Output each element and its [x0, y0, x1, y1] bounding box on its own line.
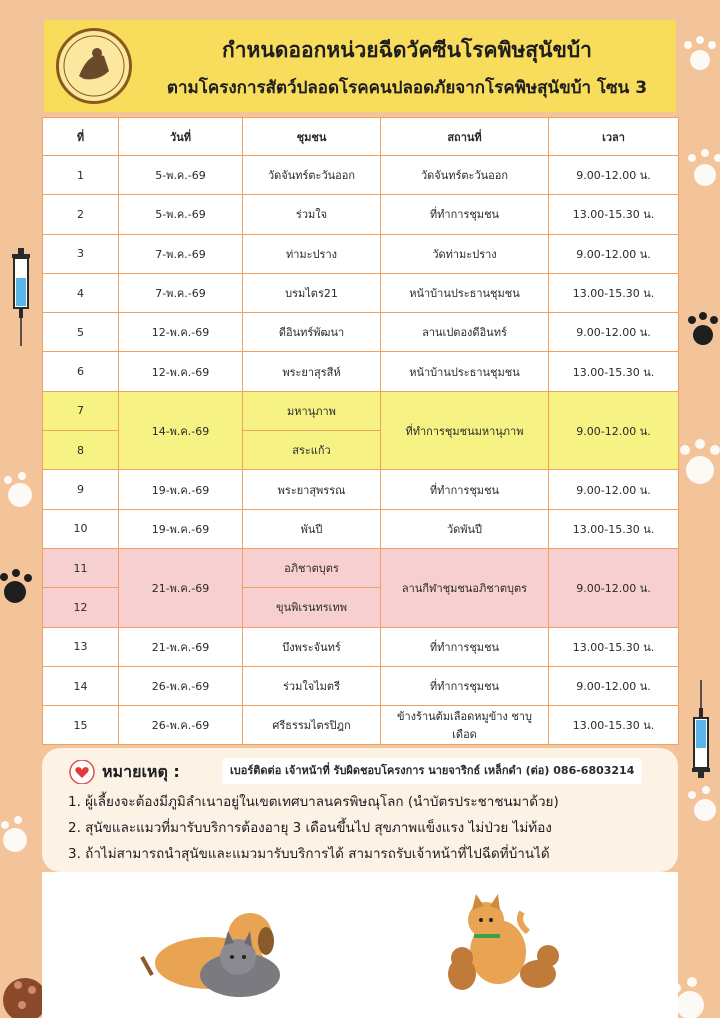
cell-no: 7 [43, 391, 119, 430]
cell-time: 13.00-15.30 น. [549, 627, 679, 666]
table-row [43, 627, 679, 666]
cell-no: 13 [43, 627, 119, 666]
heart-icon [68, 760, 96, 784]
cell-date: 21-พ.ค.-69 [119, 548, 243, 627]
cell-date: 14-พ.ค.-69 [119, 391, 243, 470]
cell-time: 13.00-15.30 น. [549, 352, 679, 391]
cell-community: อภิชาตบุตร [243, 548, 381, 587]
cell-no: 4 [43, 273, 119, 312]
syringe-icon [688, 680, 714, 780]
table-row [43, 509, 679, 548]
cell-no: 3 [43, 234, 119, 273]
table-row [43, 273, 679, 312]
cell-no: 12 [43, 588, 119, 627]
cell-place: วัดพันปี [381, 509, 549, 548]
cell-time: 13.00-15.30 น. [549, 509, 679, 548]
contact-info: เบอร์ติดต่อ เจ้าหน้าที่ รับผิดชอบโครงการ นายจาริกธ์ เหล็กดำ (ต่อ) 086-6803214 [222, 758, 642, 784]
cell-time: 9.00-12.00 น. [549, 313, 679, 352]
cell-time: 13.00-15.30 น. [549, 273, 679, 312]
cell-no: 2 [43, 195, 119, 234]
dogs-illustration [438, 892, 578, 1002]
cell-no: 5 [43, 313, 119, 352]
col-header-place: สถานที่ [381, 118, 549, 156]
cell-no: 6 [43, 352, 119, 391]
cell-community: มหานุภาพ [243, 391, 381, 430]
schedule-table [42, 117, 679, 745]
cell-place: ที่ทำการชุมชนมหานุภาพ [381, 391, 549, 470]
cell-time: 13.00-15.30 น. [549, 706, 679, 745]
page-title: กำหนดออกหน่วยฉีดวัคซีนโรคพิษสุนัขบ้า [222, 38, 592, 62]
cell-time: 13.00-15.30 น. [549, 195, 679, 234]
cell-community: ร่วมใจไมตรี [243, 666, 381, 705]
col-header-date: วันที่ [119, 118, 243, 156]
cell-place: ที่ทำการชุมชน [381, 470, 549, 509]
cell-time: 9.00-12.00 น. [549, 156, 679, 195]
cell-place: ที่ทำการชุมชน [381, 666, 549, 705]
cell-time: 9.00-12.00 น. [549, 391, 679, 470]
page-subtitle: ตามโครงการสัตว์ปลอดโรคคนปลอดภัยจากโรคพิษสุนัขบ้า โซน 3 [166, 78, 648, 98]
cell-place: ที่ทำการชุมชน [381, 627, 549, 666]
cell-no: 8 [43, 431, 119, 470]
cell-time: 9.00-12.00 น. [549, 234, 679, 273]
note-title: หมายเหตุ : [102, 762, 180, 781]
note-item: 3. ถ้าไม่สามารถนำสุนัขและแมวมารับบริการได้ สามารถรับเจ้าหน้าที่ไปฉีดที่บ้านได้ [68, 846, 550, 862]
cell-community: พระยาสุพรรณ [243, 470, 381, 509]
cell-time: 9.00-12.00 น. [549, 666, 679, 705]
cell-community: บึงพระจันทร์ [243, 627, 381, 666]
cell-date: 5-พ.ค.-69 [119, 195, 243, 234]
table-row [43, 706, 679, 745]
cell-place: วัดท่ามะปราง [381, 234, 549, 273]
cell-no: 15 [43, 706, 119, 745]
col-header-no: ที่ [43, 118, 119, 156]
table-row [43, 234, 679, 273]
table-row [43, 470, 679, 509]
cell-no: 9 [43, 470, 119, 509]
logo-emblem [56, 28, 132, 104]
cell-no: 11 [43, 548, 119, 587]
note-item: 1. ผู้เลี้ยงจะต้องมีภูมิลำเนาอยู่ในเขตเทศบาลนครพิษณุโลก (นำบัตรประชาชนมาด้วย) [68, 794, 559, 810]
cell-community: สระแก้ว [243, 431, 381, 470]
dog-cat-illustration [140, 905, 300, 1010]
cell-date: 26-พ.ค.-69 [119, 706, 243, 745]
table-row [43, 548, 679, 587]
table-row [43, 666, 679, 705]
cell-date: 12-พ.ค.-69 [119, 352, 243, 391]
note-item: 2. สุนัขและแมวที่มารับบริการต้องอายุ 3 เดือนขึ้นไป สุขภาพแข็งแรง ไม่ป่วย ไม่ท้อง [68, 820, 552, 836]
table-row [43, 313, 679, 352]
cell-place: หน้าบ้านประธานชุมชน [381, 273, 549, 312]
table-row [43, 352, 679, 391]
cell-place: วัดจันทร์ตะวันออก [381, 156, 549, 195]
cell-community: พันปี [243, 509, 381, 548]
bottom-illustration-area [42, 872, 678, 1018]
col-header-community: ชุมชน [243, 118, 381, 156]
cell-time: 9.00-12.00 น. [549, 470, 679, 509]
cell-no: 10 [43, 509, 119, 548]
cell-place: ที่ทำการชุมชน [381, 195, 549, 234]
cell-community: บรมไตร21 [243, 273, 381, 312]
cell-community: พระยาสุรสีห์ [243, 352, 381, 391]
cell-date: 7-พ.ค.-69 [119, 273, 243, 312]
table-row [43, 156, 679, 195]
header-banner [44, 20, 676, 112]
cell-date: 26-พ.ค.-69 [119, 666, 243, 705]
cell-time: 9.00-12.00 น. [549, 548, 679, 627]
cell-date: 5-พ.ค.-69 [119, 156, 243, 195]
table-header-row [43, 118, 679, 156]
cell-no: 14 [43, 666, 119, 705]
cell-date: 19-พ.ค.-69 [119, 470, 243, 509]
cell-date: 19-พ.ค.-69 [119, 509, 243, 548]
cell-community: ดีอินทร์พัฒนา [243, 313, 381, 352]
cell-place: ลานเปตองดีอินทร์ [381, 313, 549, 352]
cell-place: หน้าบ้านประธานชุมชน [381, 352, 549, 391]
table-row [43, 391, 679, 430]
table-row [43, 195, 679, 234]
cell-place: ลานกีฬาชุมชนอภิชาตบุตร [381, 548, 549, 627]
cell-community: วัดจันทร์ตะวันออก [243, 156, 381, 195]
cell-community: ท่ามะปราง [243, 234, 381, 273]
cell-place: ข้างร้านต้มเลือดหมูข้าง ชาบูเดือด [381, 706, 549, 745]
cell-no: 1 [43, 156, 119, 195]
syringe-icon [8, 248, 34, 348]
col-header-time: เวลา [549, 118, 679, 156]
cell-date: 12-พ.ค.-69 [119, 313, 243, 352]
cell-date: 21-พ.ค.-69 [119, 627, 243, 666]
cell-community: ศรีธรรมไตรปิฎก [243, 706, 381, 745]
cell-community: ขุนพิเรนทรเทพ [243, 588, 381, 627]
cell-date: 7-พ.ค.-69 [119, 234, 243, 273]
cell-community: ร่วมใจ [243, 195, 381, 234]
